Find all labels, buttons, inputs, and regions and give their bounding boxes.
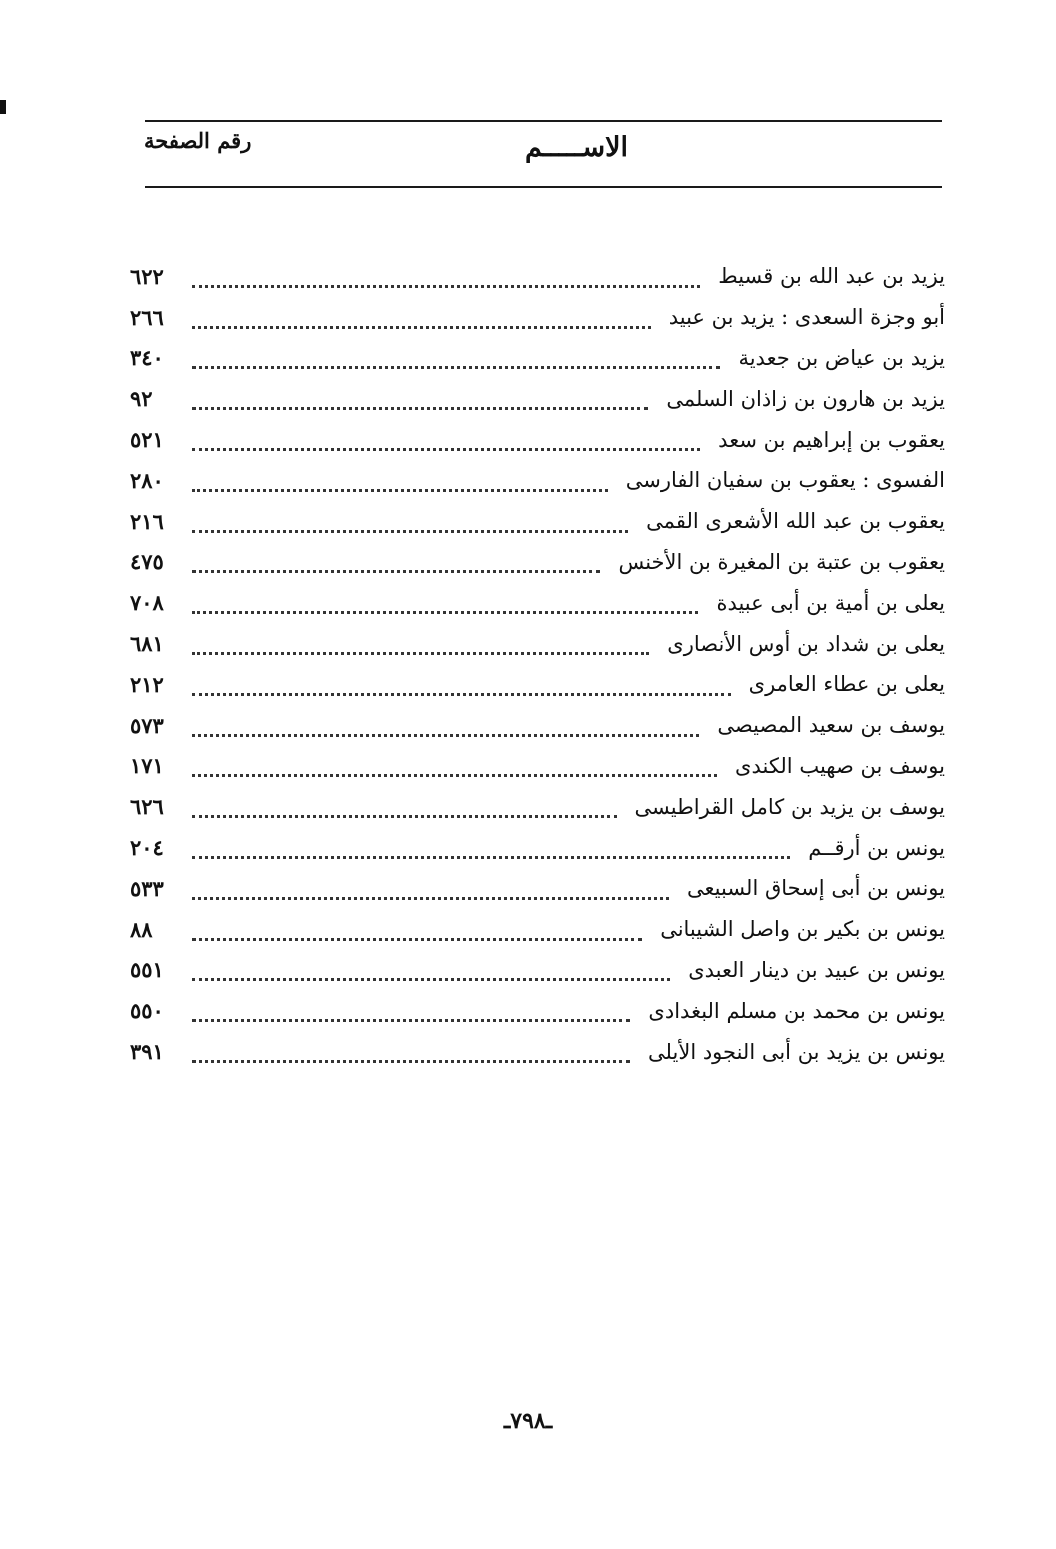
entry-page-number: ٧٠٨ bbox=[130, 590, 164, 616]
entry-page-number: ٤٧٥ bbox=[130, 549, 164, 575]
index-entry bbox=[130, 256, 945, 297]
dot-leader bbox=[192, 803, 617, 818]
entry-page-number: ٢٠٤ bbox=[130, 835, 164, 861]
dot-leader bbox=[192, 926, 642, 941]
entry-page-number: ٢٨٠ bbox=[130, 467, 164, 493]
dot-leader bbox=[192, 1007, 630, 1022]
index-entry bbox=[130, 623, 945, 664]
entry-name: يعقوب بن عبد الله الأشعرى القمى bbox=[646, 509, 945, 534]
dot-leader bbox=[192, 273, 700, 288]
header-bottom-rule bbox=[145, 186, 942, 188]
entry-page-number: ٦٢٦ bbox=[130, 794, 164, 820]
index-entry bbox=[130, 1031, 945, 1072]
dot-leader bbox=[192, 477, 608, 492]
entry-name: يونس بن يزيد بن أبى النجود الأيلى bbox=[648, 1039, 945, 1064]
dot-leader bbox=[192, 844, 790, 859]
dot-leader bbox=[192, 762, 717, 777]
index-entry bbox=[130, 419, 945, 460]
dot-leader bbox=[192, 1048, 630, 1063]
index-entry bbox=[130, 786, 945, 827]
entry-page-number: ٦٢٢ bbox=[130, 263, 164, 289]
entry-name: أبو وجزة السعدى : يزيد بن عبيد bbox=[668, 305, 945, 330]
entry-page-number: ٣٩١ bbox=[130, 1039, 164, 1065]
entry-name: يعقوب بن إبراهيم بن سعد bbox=[718, 427, 945, 452]
entry-name: يزيد بن هارون بن زاذان السلمى bbox=[666, 386, 945, 411]
dot-leader bbox=[192, 681, 731, 696]
entry-page-number: ٨٨ bbox=[130, 916, 153, 942]
entry-page-number: ٢١٦ bbox=[130, 508, 164, 534]
dot-leader bbox=[192, 354, 720, 369]
index-entry bbox=[130, 664, 945, 705]
dot-leader bbox=[192, 885, 669, 900]
dot-leader bbox=[192, 314, 651, 329]
entry-name: يونس بن أرقــم bbox=[808, 835, 945, 860]
index-entry bbox=[130, 705, 945, 746]
index-entry bbox=[130, 542, 945, 583]
index-entry bbox=[130, 297, 945, 338]
entry-name: يعلى بن أمية بن أبى عبيدة bbox=[716, 590, 945, 615]
name-column-header: الاســـــم bbox=[524, 132, 628, 163]
entry-name: يونس بن عبيد بن دينار العبدى bbox=[688, 957, 945, 982]
index-entry bbox=[130, 990, 945, 1031]
index-entry bbox=[130, 868, 945, 909]
entry-page-number: ٣٤٠ bbox=[130, 345, 164, 371]
entry-page-number: ٥٧٣ bbox=[130, 712, 164, 738]
entry-name: يونس بن محمد بن مسلم البغدادى bbox=[648, 998, 945, 1023]
index-entry bbox=[130, 378, 945, 419]
entry-name: يوسف بن سعيد المصيصى bbox=[717, 713, 945, 738]
entry-name: الفسوى : يعقوب بن سفيان الفارسى bbox=[625, 468, 945, 493]
entry-page-number: ٥٥١ bbox=[130, 957, 164, 983]
page-column-header: رقم الصفحة bbox=[144, 128, 252, 153]
dot-leader bbox=[192, 722, 699, 737]
dot-leader bbox=[192, 558, 600, 573]
entry-name: يعقوب بن عتبة بن المغيرة بن الأخنس bbox=[618, 549, 945, 574]
entry-name: يزيد بن عبد الله بن قسيط bbox=[718, 264, 945, 289]
entry-page-number: ٢٦٦ bbox=[130, 304, 164, 330]
entry-page-number: ٩٢ bbox=[130, 386, 153, 412]
scan-edge-mark bbox=[0, 100, 6, 114]
entry-page-number: ٥٥٠ bbox=[130, 998, 164, 1024]
header-top-rule bbox=[145, 120, 942, 122]
index-entry bbox=[130, 746, 945, 787]
entry-page-number: ٥٣٣ bbox=[130, 875, 164, 901]
entry-page-number: ٦٨١ bbox=[130, 631, 164, 657]
dot-leader bbox=[192, 599, 698, 614]
entry-name: يوسف بن صهيب الكندى bbox=[735, 753, 945, 778]
index-entry bbox=[130, 909, 945, 950]
index-entry bbox=[130, 501, 945, 542]
entry-page-number: ١٧١ bbox=[130, 753, 164, 779]
entry-name: يعلى بن شداد بن أوس الأنصارى bbox=[667, 631, 945, 656]
index-entry bbox=[130, 338, 945, 379]
index-entry bbox=[130, 827, 945, 868]
dot-leader bbox=[192, 395, 648, 410]
dot-leader bbox=[192, 640, 649, 655]
entry-name: يوسف بن يزيد بن كامل القراطيسى bbox=[634, 794, 945, 819]
dot-leader bbox=[192, 436, 700, 451]
entry-name: يونس بن بكير بن واصل الشيبانى bbox=[660, 917, 945, 942]
entry-name: يعلى بن عطاء العامرى bbox=[748, 672, 945, 697]
dot-leader bbox=[192, 518, 628, 533]
page-number: ـ٧٩٨ـ bbox=[503, 1408, 553, 1434]
index-entries bbox=[130, 256, 945, 1072]
entry-name: يونس بن أبى إسحاق السبيعى bbox=[687, 876, 945, 901]
dot-leader bbox=[192, 966, 670, 981]
index-entry bbox=[130, 460, 945, 501]
entry-page-number: ٥٢١ bbox=[130, 427, 164, 453]
index-entry bbox=[130, 950, 945, 991]
entry-page-number: ٢١٢ bbox=[130, 671, 164, 697]
index-entry bbox=[130, 582, 945, 623]
entry-name: يزيد بن عياض بن جعدية bbox=[738, 345, 945, 370]
